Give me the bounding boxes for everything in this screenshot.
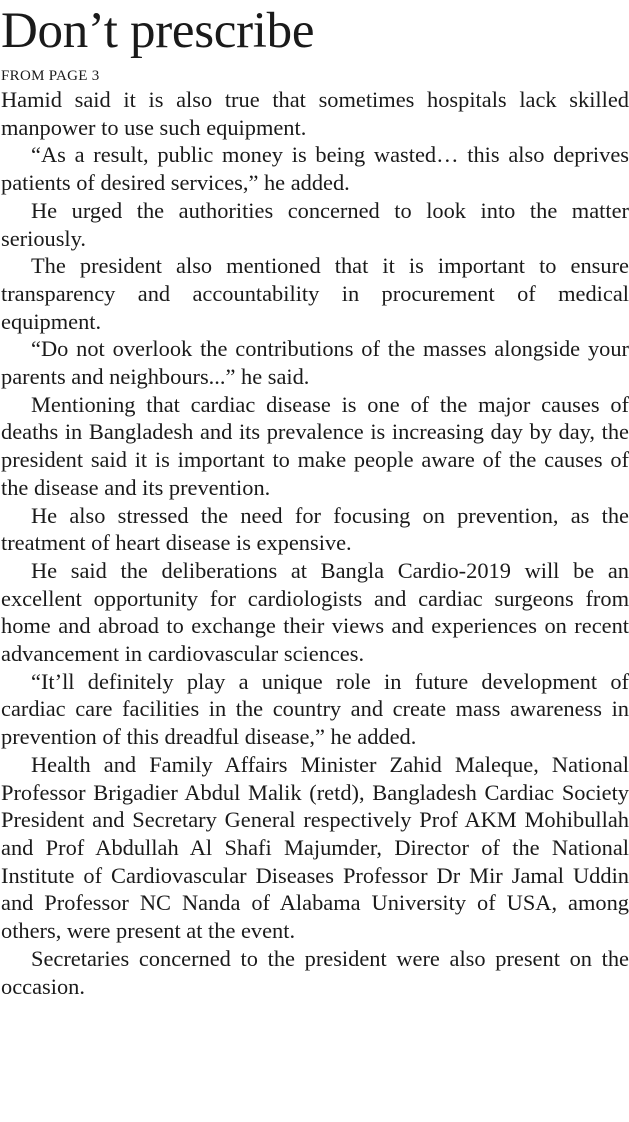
paragraph-10: Health and Family Affairs Minister Zahid Maleque, National Professor Brigadier Abdul Malik (retd), Bangladesh Cardiac Society President and Secretary General respectively Prof AKM Mohibullah and Prof Abdullah Al Shafi Majumder, Director of the National Institute of Cardiovascular Diseases Professor Dr Mir Jamal Uddin and Professor NC Nanda of Alabama University of USA, among others, were present at the event. (1, 751, 629, 944)
jump-line: FROM PAGE 3 (1, 68, 100, 84)
article-body (0, 86, 629, 1000)
headline: Don’t prescribe (1, 3, 315, 59)
paragraph-7: He also stressed the need for focusing on prevention, as the treatment of heart disease is expensive. (1, 502, 629, 556)
paragraph-8: He said the deliberations at Bangla Cardio-2019 will be an excellent opportunity for cardiologists and cardiac surgeons from home and abroad to exchange their views and experiences on recent advancement in cardiovascular sciences. (1, 557, 629, 667)
paragraph-3: He urged the authorities concerned to look into the matter seriously. (1, 197, 629, 251)
paragraph-11: Secretaries concerned to the president were also present on the occasion. (1, 945, 629, 999)
paragraph-6: Mentioning that cardiac disease is one of the major causes of deaths in Bangladesh and its prevalence is increasing day by day, the president said it is important to make people aware of the causes of the disease and its prevention. (1, 391, 629, 500)
paragraph-5: “Do not overlook the contributions of the masses alongside your parents and neighbours...” he said. (1, 336, 629, 390)
paragraph-1: Hamid said it is also true that sometimes hospitals lack skilled manpower to use such equipment. (1, 87, 629, 140)
paragraph-9: “It’ll definitely play a unique role in future development of cardiac care facilities in the country and create mass awareness in prevention of this dreadful disease,” he added. (1, 668, 629, 750)
paragraph-2: “As a result, public money is being wasted… this also deprives patients of desired services,” he added. (1, 142, 629, 196)
paragraph-4: The president also mentioned that it is important to ensure transparency and accountability in procurement of medical equipment. (1, 253, 629, 334)
